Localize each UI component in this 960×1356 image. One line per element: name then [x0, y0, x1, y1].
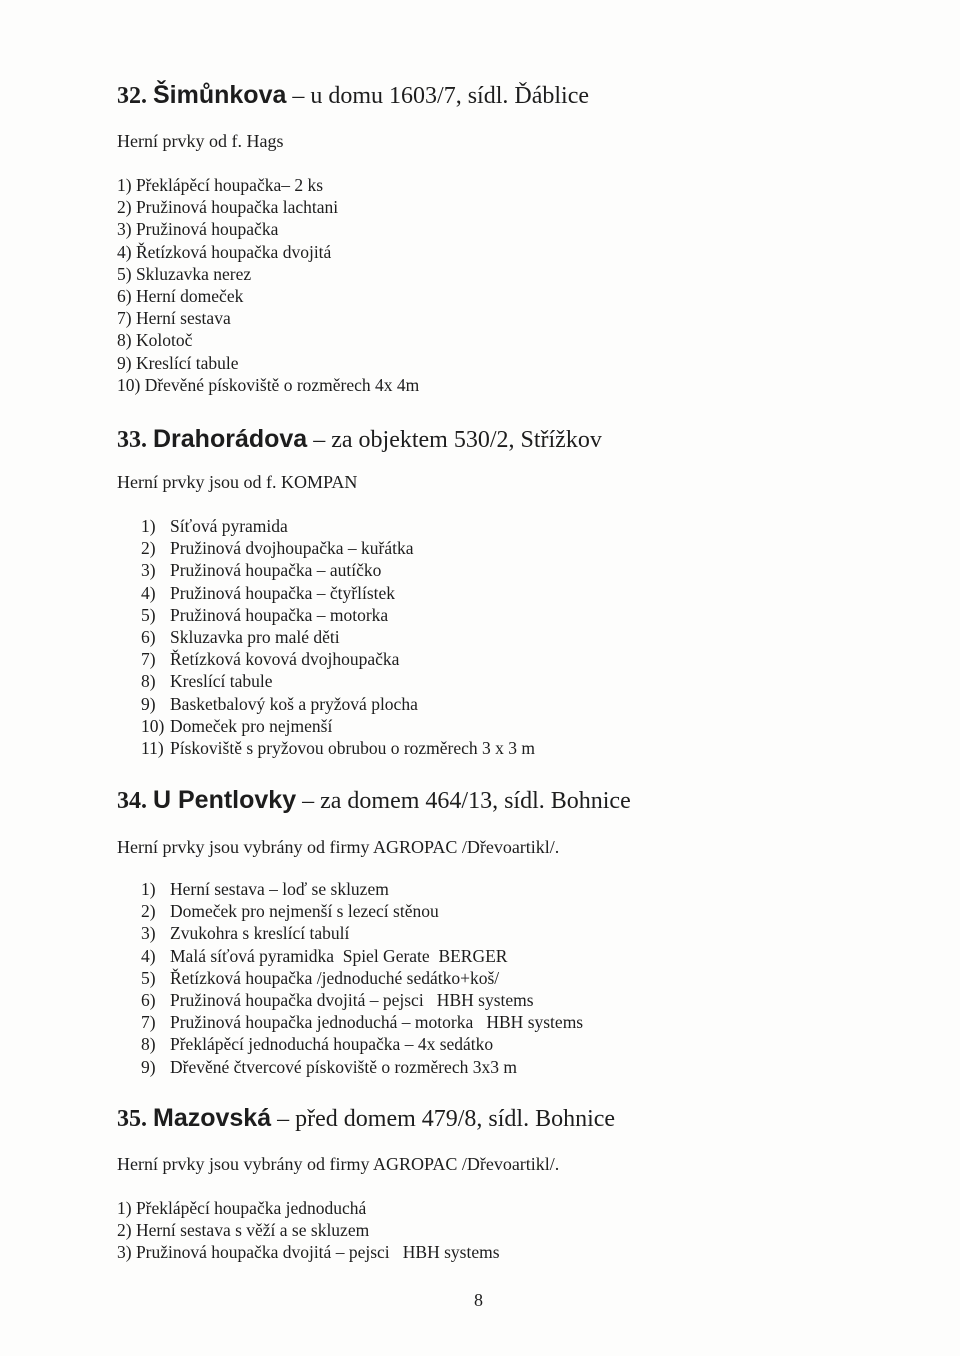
list-item: 4) Malá síťová pyramidka Spiel Gerate BERGER — [141, 945, 508, 966]
list-item: 7) Pružinová houpačka jednoduchá – motorka HBH systems — [141, 1012, 584, 1033]
list-item: 4) Řetízková houpačka dvojitá — [117, 241, 332, 262]
list-item: 8) Překlápěcí jednoduchá houpačka – 4x sedátko — [141, 1034, 494, 1055]
list-item: 3) Pružinová houpačka dvojitá – pejsci HBH systems — [117, 1242, 500, 1263]
list-item: 9) Basketbalový koš a pryžová plocha — [141, 693, 418, 714]
section-location: – u domu 1603/7, sídl. Ďáblice — [286, 83, 590, 109]
section-name: Mazovská — [153, 1104, 272, 1132]
section-name: U Pentlovky — [153, 786, 297, 814]
list-item: 9) Kreslící tabule — [117, 352, 239, 373]
section-location: – za objektem 530/2, Střížkov — [307, 427, 602, 453]
list-item: 9) Dřevěné čtvercové pískoviště o rozměrech 3x3 m — [141, 1056, 517, 1077]
item-list-34 — [141, 878, 583, 1078]
list-item: 8) Kreslící tabule — [141, 671, 273, 692]
list-item: 5) Skluzavka nerez — [117, 263, 252, 284]
list-item: 1) Překlápěcí houpačka– 2 ks — [117, 175, 324, 195]
section-subtitle-32: Herní prvky od f. Hags — [117, 131, 284, 151]
list-item: 7) Herní sestava — [117, 308, 231, 329]
list-item: 2) Pružinová dvojhoupačka – kuřátka — [141, 538, 414, 559]
list-item: 3) Zvukohra s kreslící tabulí — [141, 923, 350, 944]
section-location: – před domem 479/8, sídl. Bohnice — [271, 1106, 616, 1132]
list-item: 1) Herní sestava – loď se skluzem — [141, 879, 389, 899]
list-item: 5) Pružinová houpačka – motorka — [141, 604, 389, 625]
list-item: 5) Řetízková houpačka /jednoduché sedátko+koš/ — [141, 967, 500, 988]
list-item: 2) Herní sestava s věží a se skluzem — [117, 1220, 370, 1241]
section-subtitle-35: Herní prvky jsou vybrány od firmy AGROPAC /Dřevoartikl/. — [117, 1154, 560, 1174]
section-subtitle-34: Herní prvky jsou vybrány od firmy AGROPAC /Dřevoartikl/. — [117, 837, 560, 857]
list-item: 2) Domeček pro nejmenší s lezecí stěnou — [141, 901, 439, 922]
list-item: 3) Pružinová houpačka – autíčko — [141, 560, 382, 581]
list-item: 10) Domeček pro nejmenší — [141, 715, 333, 736]
list-item: 1) Síťová pyramida — [141, 516, 288, 536]
section-heading-34: 34. U Pentlovky – za domem 464/13, sídl. Bohnice — [117, 786, 631, 814]
section-name: Drahorádova — [153, 425, 308, 453]
item-list-32 — [117, 174, 419, 396]
list-item: 8) Kolotoč — [117, 330, 193, 351]
list-item: 3) Pružinová houpačka — [117, 219, 279, 240]
section-heading-35: 35. Mazovská – před domem 479/8, sídl. Bohnice — [117, 1104, 616, 1132]
list-item: 2) Pružinová houpačka lachtani — [117, 197, 339, 218]
list-item: 11) Pískoviště s pryžovou obrubou o rozměrech 3 x 3 m — [141, 737, 536, 758]
page-number: 8 — [474, 1290, 483, 1310]
section-heading-32: 32. Šimůnkova – u domu 1603/7, sídl. Ďáblice — [117, 81, 590, 109]
list-item: 7) Řetízková kovová dvojhoupačka — [141, 649, 400, 670]
section-subtitle-33: Herní prvky jsou od f. KOMPAN — [117, 472, 358, 492]
list-item: 1) Překlápěcí houpačka jednoduchá — [117, 1198, 367, 1218]
item-list-35 — [117, 1197, 500, 1264]
list-item: 6) Skluzavka pro malé děti — [141, 626, 340, 647]
item-list-33 — [141, 515, 535, 759]
list-item: 10) Dřevěné pískoviště o rozměrech 4x 4m — [117, 374, 420, 395]
section-name: Šimůnkova — [153, 81, 287, 109]
section-heading-33: 33. Drahorádova – za objektem 530/2, Střížkov — [117, 425, 602, 453]
list-item: 6) Pružinová houpačka dvojitá – pejsci HBH systems — [141, 989, 534, 1010]
list-item: 4) Pružinová houpačka – čtyřlístek — [141, 582, 396, 603]
list-item: 6) Herní domeček — [117, 285, 244, 306]
section-location: – za domem 464/13, sídl. Bohnice — [296, 788, 631, 814]
